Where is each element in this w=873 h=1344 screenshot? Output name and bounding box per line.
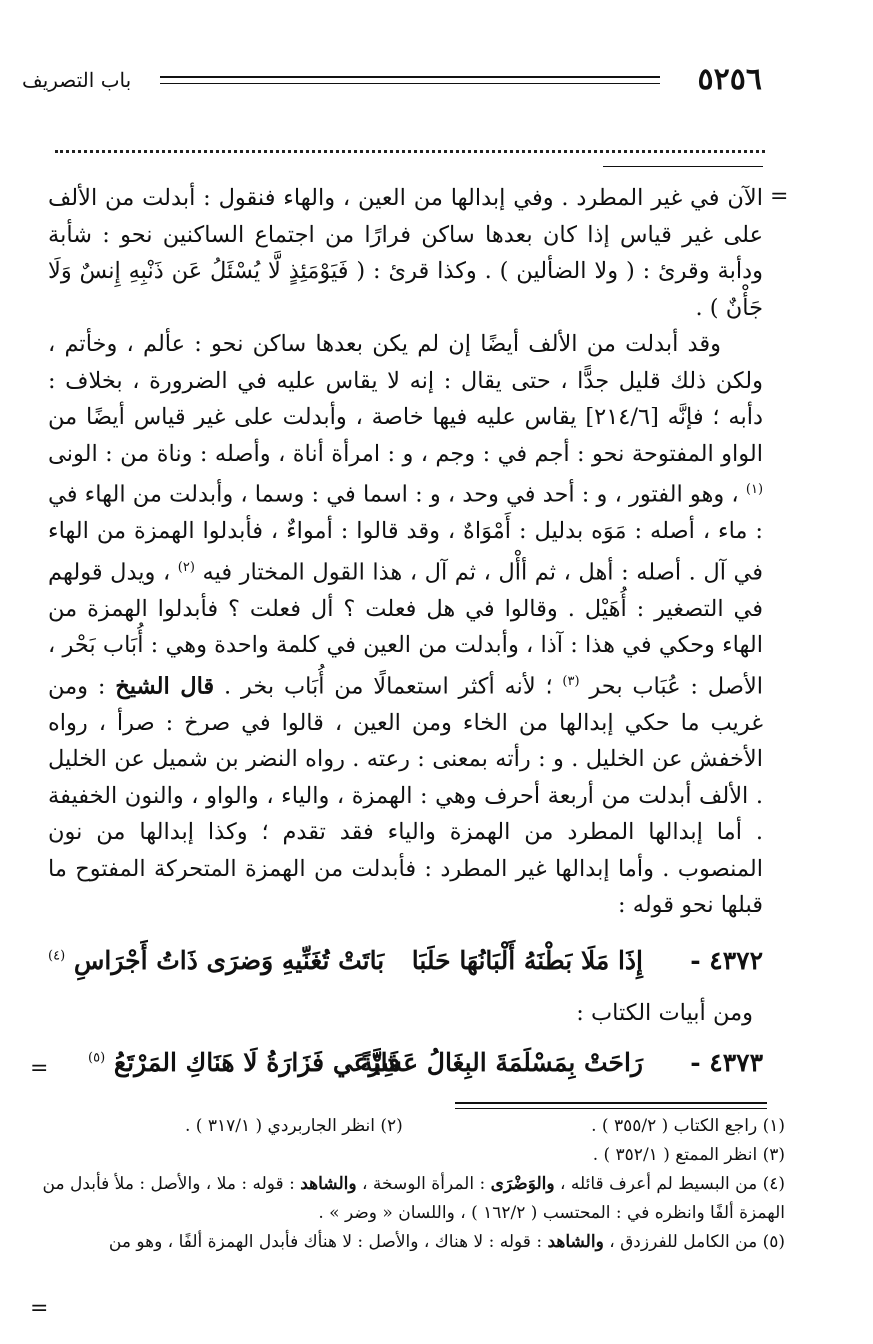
paragraph-2-part-b: ، وهو الفتور ، و : أحد في وحد ، و : اسما في : وسما ، وأبدلت من الهاء في : ماء ، أصله : مَوَه بدليل : أَمْوَاهٌ ، وقد قالوا : أمواءٌ ، فأبدلوا الهمزة من الهاء في آل . أصله : أهل ، ثم أأْل ، ثم آل ، هذا القول المختار فيه (48, 481, 764, 585)
dotted-separator (55, 150, 765, 153)
paragraph-2-part-a: وقد أبدلت من الألف أيضًا إن لم يكن بعدها ساكن نحو : عألم ، وخأتم ، ولكن ذلك قليل جدًّا ، حتى يقال : إنه لا يقاس عليه في الضرورة ، بخلاف : دأبه ؛ فإنَّه [٢١٤/٦] يقاس عليه فيها خاصة ، وأبدلت على غير قياس أيضًا من الواو المفتوحة نحو : أجم في : وجم ، و : امرأة أناة ، وأصله : وناة من : الونى (48, 331, 763, 467)
footnote-4-part-b: : المرأة الوسخة ، (362, 1174, 486, 1194)
footnote-3: (٣) انظر الممتع ( ٣٥٢/١ ) . (592, 1145, 785, 1165)
footnote-4-part-c: : قوله : ملا ، والأصل : ملأ فأبدل من الهمزة ألفًا وانظره في : المحتسب ( ١٦٢/٢ ) ، واللسان « وضر » . (42, 1174, 785, 1223)
verse-second-hemistich (88, 1048, 400, 1077)
continuation-mark-verse: = (30, 1056, 49, 1081)
footnote-4 (33, 1170, 785, 1228)
verse-number: ٤٣٧٣ - (690, 1048, 763, 1077)
header-rule (160, 76, 660, 84)
footnote-5-part-b: : قوله : لا هناك ، والأصل : لا هنأك فأبدل الهمزة ألفًا ، وهو من (108, 1232, 543, 1252)
footnote-ref-1[interactable]: (١) (745, 482, 764, 497)
sheikh-label: قال الشيخ (115, 673, 215, 699)
continuation-mark-footnote: = (30, 1296, 49, 1321)
footnote-ref-3[interactable]: (٣) (562, 673, 580, 689)
continuation-rule (603, 166, 763, 167)
footnote-4-part-a: (٤) من البسيط لم أعرف قائله ، (560, 1174, 785, 1194)
footnote-5-shahid: والشاهد (547, 1232, 604, 1252)
verse-number: ٤٣٧٢ - (690, 946, 763, 975)
running-title: باب التصريف (22, 68, 132, 92)
paragraph-2-part-e: : ومن غريب ما حكي إبدالها من الخاء ومن العين ، قالوا في صرخ : صرأ ، رواه الأخفش عن الخليل . و : رأته بمعنى : رعته . رواه النضر بن شميل عن الخليل . الألف أبدلت من أربعة أحرف وهي : الهمزة ، والياء ، والواو ، والنون الخفيفة . أما إبدالها المطرد من الهمزة والياء فقد تقدم ؛ وكذا إبدالها من نون المنصوب . وأما إبدالها غير المطرد : فأبدلت من الهمزة المتحركة المفتوح ما قبلها نحو قوله : (48, 673, 763, 918)
page-number: ٥٢٥٦ (697, 62, 762, 97)
verse-first-hemistich: إِذَا مَلَا بَطْنَهُ أَلْبَانُهَا حَلَبَا (411, 946, 643, 975)
footnote-5-part-a: (٥) من الكامل للفرزدق ، (609, 1232, 785, 1252)
verse-second-text: فَارْعَي فَزَارَةُ لَا هَنَاكِ المَرْتَعُ (113, 1048, 401, 1077)
verse-4372 (48, 946, 763, 990)
footnote-ref-2[interactable]: (٢) (177, 559, 195, 575)
footnotes (33, 1112, 785, 1257)
footnote-2: (٢) انظر الجاربردي ( ٣١٧/١ ) . (185, 1116, 403, 1136)
verse-4373 (48, 1048, 763, 1092)
paragraph-2-part-d: ؛ لأنه أكثر استعمالًا من أُبَاب بخر . (224, 673, 553, 699)
footnote-1: (١) راجع الكتاب ( ٣٥٥/٢ ) . (591, 1116, 785, 1136)
verse-second-hemistich (48, 946, 384, 975)
verse-second-text: بَاتَتْ تُغَنِّيهِ وَضرَى ذَاتُ أَجْرَاسِ (73, 946, 385, 975)
main-text (48, 180, 763, 924)
footnote-5 (33, 1228, 785, 1257)
paragraph-1: الآن في غير المطرد . وفي إبدالها من العين ، والهاء فنقول : أبدلت من الألف على غير قياس إذا كان بعدها ساكن فرارًا من اجتماع الساكنين نحو : شأبة ودأبة وقرئ : ( ولا الضألين ) . وكذا قرئ : ( فَيَوْمَئِذٍ لَّا يُسْئَلُ عَن ذَنْبِهِ إِنسٌ وَلَا جَأْنٌ ) . (48, 185, 763, 321)
footnote-row-1-2 (185, 1112, 785, 1141)
footnote-ref-4[interactable]: (٤) (48, 948, 66, 964)
footnote-ref-5[interactable]: (٥) (88, 1050, 106, 1066)
footnote-4-term: والوَضْرَى (490, 1174, 555, 1194)
paragraph-2 (48, 326, 763, 924)
paragraph-2-part-c: ، ويدل قولهم في التصغير : أُهَيْل . وقالوا في هل فعلت ؟ أل فعلت ؟ فأبدلوا الهمزة من الهاء وحكي في هذا : آذا ، وأبدلت من العين في كلمة واحدة وهي : أُبَاب بَحْر ، الأصل : عُبَاب بحر (48, 559, 764, 699)
continuation-mark-top: = (770, 184, 789, 209)
verse-intro: ومن أبيات الكتاب : (576, 1000, 753, 1026)
footnote-4-shahid: والشاهد (300, 1174, 357, 1194)
verse-first-hemistich: رَاحَتْ بِمَسْلَمَةَ البِغَالُ عَشِيَّةً (359, 1048, 643, 1077)
footnote-rule (455, 1102, 767, 1109)
